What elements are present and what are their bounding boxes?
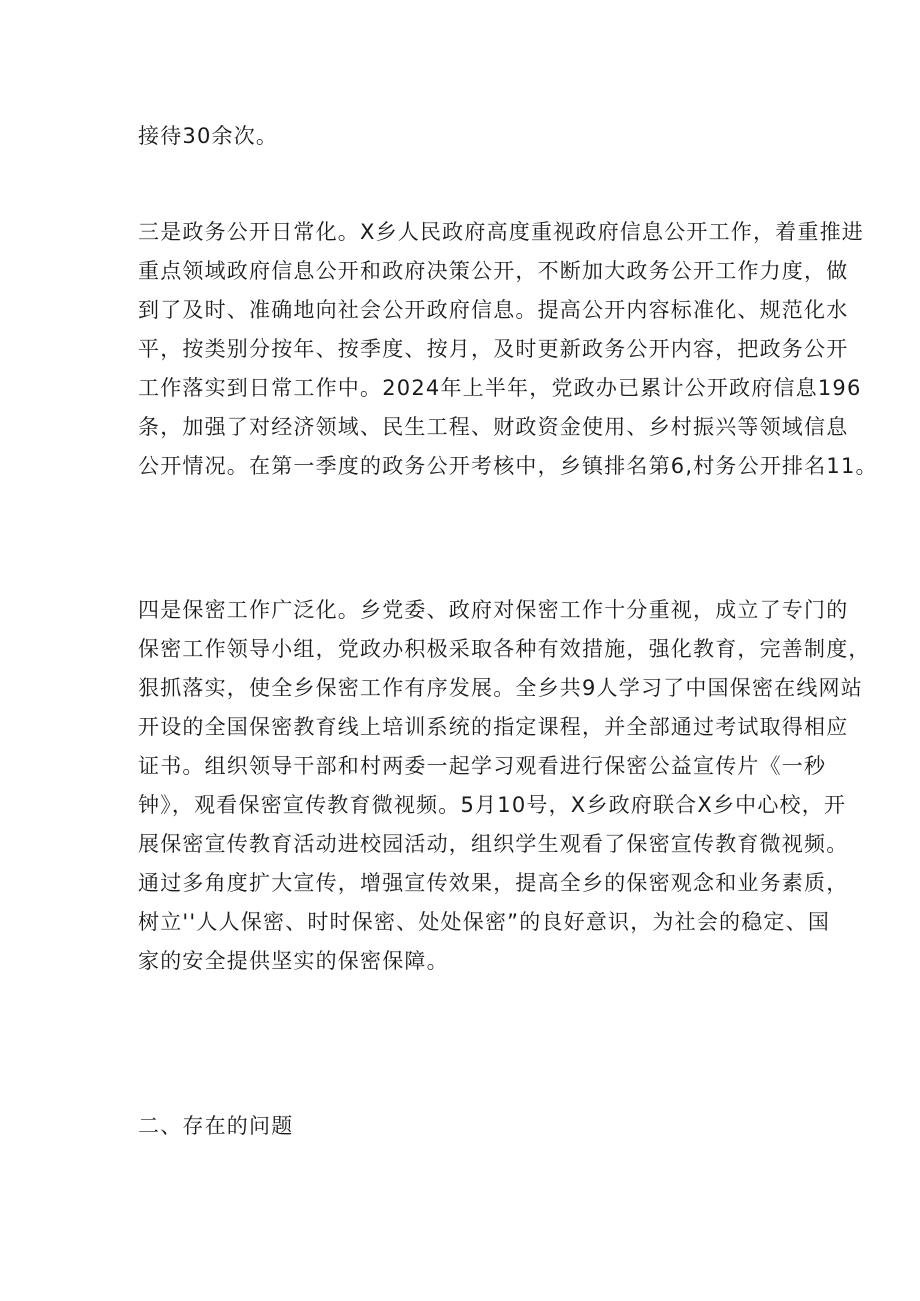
text-line: 展保密宣传教育活动进校园活动，组织学生观看了保密宣传教育微视频。 <box>138 832 849 856</box>
text-line: 接待30余次。 <box>138 124 279 148</box>
text-line: 条，加强了对经济领域、民生工程、财政资金使用、乡村振兴等领域信息 <box>138 415 849 439</box>
text-line: 三是政务公开日常化。X乡人民政府高度重视政府信息公开工作，着重推进 <box>138 220 864 244</box>
text-line: 证书。组织领导干部和村两委一起学习观看进行保密公益宣传片《一秒 <box>138 754 827 778</box>
text-line: 家的安全提供坚实的保密保障。 <box>138 949 449 973</box>
text-line: 公开情况。在第一季度的政务公开考核中，乡镇排名第6,村务公开排名11。 <box>138 454 878 478</box>
text-line: 到了及时、准确地向社会公开政府信息。提高公开内容标准化、规范化水 <box>138 298 849 322</box>
text-line: 通过多角度扩大宣传，增强宣传效果，提高全乡的保密观念和业务素质， <box>138 871 849 895</box>
text-line: 树立''人人保密、时时保密、处处保密”的良好意识，为社会的稳定、国 <box>138 910 831 934</box>
text-line: 开设的全国保密教育线上培训系统的指定课程，并全部通过考试取得相应 <box>138 715 849 739</box>
text-line: 重点领域政府信息公开和政府决策公开，不断加大政务公开工作力度，做 <box>138 259 849 283</box>
paragraph-government-affairs-openness <box>138 213 878 486</box>
text-line: 钟》，观看保密宣传教育微视频。5月10号，X乡政府联合X乡中心校，开 <box>138 793 847 817</box>
paragraph-continuation <box>138 117 798 156</box>
text-line: 平，按类别分按年、按季度、按月，及时更新政务公开内容，把政务公开 <box>138 337 849 361</box>
section-heading-block <box>138 1107 798 1146</box>
section-heading: 二、存在的问题 <box>138 1114 294 1138</box>
text-line: 工作落实到日常工作中。2024年上半年，党政办已累计公开政府信息196 <box>138 376 862 400</box>
paragraph-confidentiality-work <box>138 591 871 981</box>
text-line: 四是保密工作广泛化。乡党委、政府对保密工作十分重视，成立了专门的 <box>138 598 849 622</box>
text-line: 狠抓落实，使全乡保密工作有序发展。全乡共9人学习了中国保密在线网站 <box>138 676 863 700</box>
text-line: 保密工作领导小组，党政办积极采取各种有效措施，强化教育，完善制度， <box>138 637 871 661</box>
